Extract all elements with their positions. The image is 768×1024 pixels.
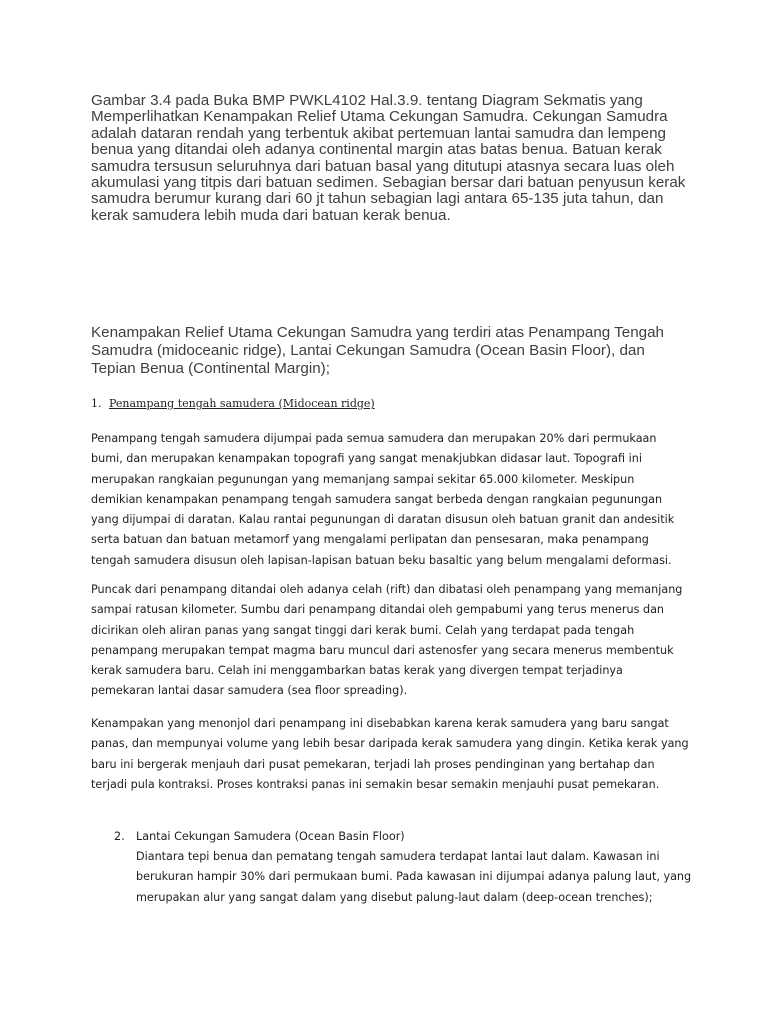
section-2-title: Lantai Cekungan Samudera (Ocean Basin Floor) <box>136 830 405 843</box>
section-2-number: 2. <box>114 830 125 843</box>
section-2-paragraph: Diantara tepi benua dan pematang tengah samudera terdapat lantai laut dalam. Kawasan ini berukuran hampir 30% dari permukaan bumi. Pada kawasan ini dijumpai adanya palung laut, yang merupakan alur yang sangat dalam yang disebut palung-laut dalam (deep-ocean trenches); <box>136 850 692 904</box>
section-1-paragraph-3: Kenampakan yang menonjol dari penampang ini disebabkan karena kerak samudera yang baru sangat panas, dan mempunyai volume yang lebih besar daripada kerak samudera yang dingin. Ketika kerak yang baru ini bergerak menjauh dari pusat pemekaran, terjadi lah proses pendinginan yang bertahap dan terjadi pula kontraksi. Proses kontraksi panas ini semakin besar semakin menjauhi pusat pemekaran. <box>91 717 689 791</box>
section-1-paragraph-2: Puncak dari penampang ditandai oleh adanya celah (rift) dan dibatasi oleh penampang yang memanjang sampai ratusan kilometer. Sumbu dari penampang ditandai oleh gempabumi yang terus menerus dan dicirikan oleh aliran panas yang sangat tinggi dari kerak bumi. Celah yang terdapat pada tengah penampang merupakan tempat magma baru muncul dari astenosfer yang secara menerus membentuk kerak samudera baru. Celah ini menggambarkan batas kerak yang divergen tempat terjadinya pemekaran lantai dasar samudera (sea floor spreading). <box>91 583 683 698</box>
intro-paragraph: Gambar 3.4 pada Buka BMP PWKL4102 Hal.3.9. tentang Diagram Sekmatis yang Memperlihatkan Kenampakan Relief Utama Cekungan Samudra. Cekungan Samudra adalah dataran rendah yang terbentuk akibat pertemuan lantai samudra dan lempeng benua yang ditandai oleh adanya continental margin atas batas benua. Batuan kerak samudra tersusun seluruhnya dari batuan basal yang ditutupi atasnya secara luas oleh akumulasi yang titpis dari batuan sedimen. Sebagian bersar dari batuan penyusun kerak samudra berumur kurang dari 60 jt tahun sebagian lagi antara 65-135 juta tahun, dan kerak samudera lebih muda dari batuan kerak benua. <box>91 92 686 224</box>
section-1-heading <box>91 396 691 412</box>
section-1-title: Penampang tengah samudera (Midocean ridge) <box>109 397 375 410</box>
section-1-number: 1. <box>91 397 102 410</box>
features-intro-paragraph: Kenampakan Relief Utama Cekungan Samudra yang terdiri atas Penampang Tengah Samudra (midoceanic ridge), Lantai Cekungan Samudra (Ocean Basin Floor), dan Tepian Benua (Continental Margin); <box>91 324 664 377</box>
section-1-paragraph-1: Penampang tengah samudera dijumpai pada semua samudera dan merupakan 20% dari permukaan bumi, dan merupakan kenampakan topografi yang sangat menakjubkan didasar laut. Topografi ini merupakan rangkaian pegunungan yang memanjang sampai sekitar 65.000 kilometer. Meskipun demikian kenampakan penampang tengah samudera sangat berbeda dengan rangkaian pegunungan yang dijumpai di daratan. Kalau rantai pegunungan di daratan disusun oleh batuan granit dan andesitik serta batuan dan batuan metamorf yang mengalami perlipatan dan pensesaran, maka penampang tengah samudera disusun oleh lapisan-lapisan batuan beku basaltic yang belum mengalami deformasi. <box>91 432 675 567</box>
